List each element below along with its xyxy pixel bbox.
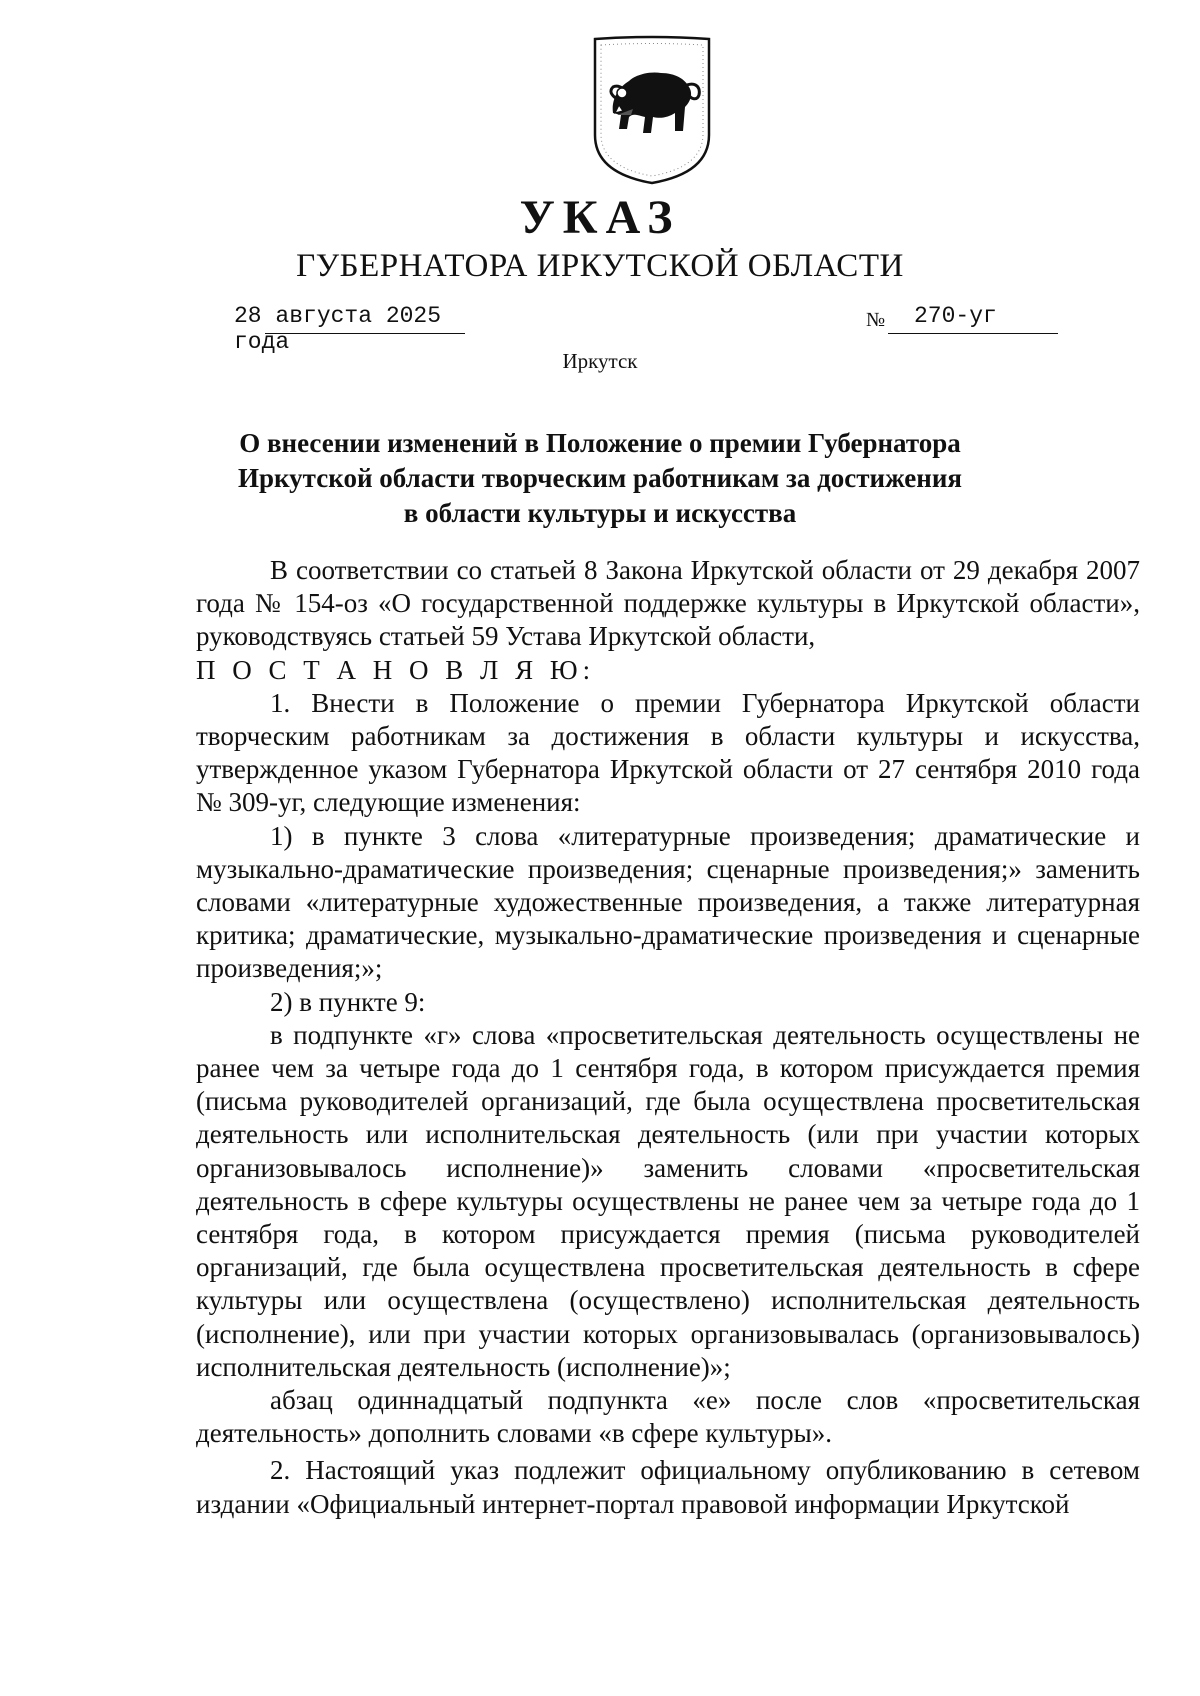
coat-of-arms-icon [593, 35, 711, 185]
item-1-1: 1) в пункте 3 слова «литературные произведения; драматические и музыкально-драматические произведения; сценарные произведения;» заменить словами «литературные художественные произведения, а также литературная критика; драматические, музыкально-драматические произведения и сценарные произведения;»; [196, 820, 1140, 984]
issuer-title: ГУБЕРНАТОРА ИРКУТСКОЙ ОБЛАСТИ [296, 248, 904, 284]
document-body [196, 554, 1140, 1521]
document-date: 28 августа 2025 года [234, 303, 442, 355]
item-1-2-g: в подпункте «г» слова «просветительская деятельность осуществлены не ранее чем за четыре года до 1 сентября года, в котором присуждается премия (письма руководителей организаций, где была осуществлена просветительская деятельность или исполнительская деятельность (или при участии которых организовывалось исполнение)» заменить словами «просветительская деятельность в сфере культуры осуществлены не ранее чем за четыре года до 1 сентября года, в котором присуждается премия (письма руководителей организаций, где была осуществлена просветительская деятельность в сфере культуры или осуществлена (осуществлено) исполнительская деятельность (исполнение), или при участии которых организовывалась (организовывалось) исполнительская деятельность (исполнение)»; [196, 1019, 1140, 1382]
document-number: 270-уг [914, 303, 997, 329]
preamble: В соответствии со статьей 8 Закона Иркутской области от 29 декабря 2007 года № 154-оз «О государственной поддержке культуры в Иркутской области», руководствуясь статьей 59 Устава Иркутской области, [196, 555, 1140, 652]
title-line-3: в области культуры и искусства [403, 498, 797, 528]
title-line-1: О внесении изменений в Положение о премии Губернатора [239, 428, 961, 458]
item-1-2-e: абзац одиннадцатый подпункта «е» после слов «просветительская деятельность» дополнить словами «в сфере культуры». [196, 1385, 1140, 1449]
title-line-2: Иркутской области творческим работникам за достижения [237, 463, 963, 493]
item-2: 2. Настоящий указ подлежит официальному опубликованию в сетевом издании «Официальный интернет-портал правовой информации Иркутской [196, 1455, 1140, 1519]
issue-city: Иркутск [562, 349, 638, 373]
decree-word: П О С Т А Н О В Л Я Ю: [196, 654, 596, 685]
number-underline [888, 333, 1058, 334]
document-type: УКАЗ [519, 191, 681, 244]
number-sign: № [866, 309, 886, 331]
date-underline [265, 333, 465, 334]
item-1-2: 2) в пункте 9: [270, 986, 426, 1017]
item-1: 1. Внести в Положение о премии Губернатора Иркутской области творческим работникам за достижения в области культуры и искусства, утвержденное указом Губернатора Иркутской области от 27 сентября 2010 года № 309-уг, следующие изменения: [196, 687, 1140, 818]
document-title [150, 426, 1050, 531]
